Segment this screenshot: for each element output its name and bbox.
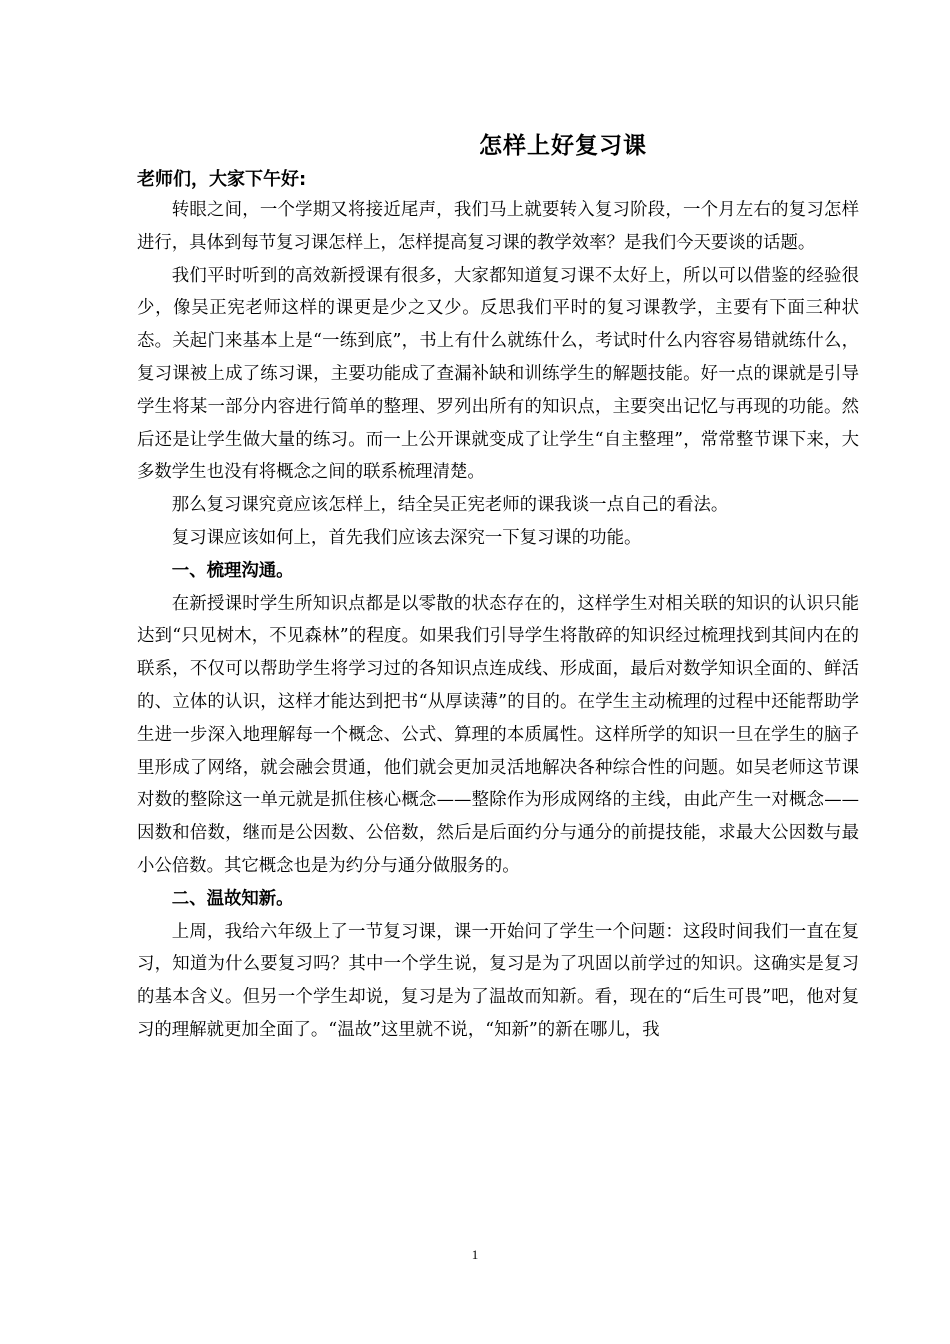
section-heading-2: 二、温故知新。 [171,888,294,909]
document-title: 怎样上好复习课 [479,133,647,159]
section-heading-1: 一、梳理沟通。 [171,560,294,581]
greeting: 老师们，大家下午好: [137,169,307,190]
page-number: 1 [471,1247,479,1262]
section-paragraph-1: 在新授课时学生所知识点都是以零散的状态存在的，这样学生对相关联的知识的认识只能达到“只见树木，不见森林”的程度。如果我们引导学生将散碎的知识经过梳理找到其间内在的联系，不仅可以帮助学生将学习过的各知识点连成线、形成面，最后对数学知识全面的、鲜活的、立体的认识，这样才能达到把书“从厚读薄”的目的。在学生主动梳理的过程中还能帮助学生进一步深入地理解每一个概念、公式、算理的本质属性。这样所学的知识一旦在学生的脑子里形成了网络，就会融会贯通，他们就会更加灵活地解决各种综合性的问题。如吴老师这节课对数的整除这一单元就是抓住核心概念——整除作为形成网络的主线，由此产生一对概念——因数和倍数，继而是公因数、公倍数，然后是后面约分与通分的前提技能，求最大公因数与最小公倍数。其它概念也是为约分与通分做服务的。 [137,593,859,876]
paragraph-view: 那么复习课究竟应该怎样上，结全吴正宪老师的课我谈一点自己的看法。 [171,495,729,516]
paragraph-function: 复习课应该如何上，首先我们应该去深究一下复习课的功能。 [171,527,642,548]
section-paragraph-2: 上周，我给六年级上了一节复习课，课一开始问了学生一个问题：这段时间我们一直在复习，知道为什么要复习吗？其中一个学生说，复习是为了巩固以前学过的知识。这确实是复习的基本含义。但另一个学生却说，复习是为了温故而知新。看，现在的“后生可畏”吧，他对复习的理解就更加全面了。“温故”这里就不说，“知新”的新在哪儿，我 [137,921,859,1040]
paragraph-reflection: 我们平时听到的高效新授课有很多，大家都知道复习课不太好上，所以可以借鉴的经验很少，像吴正宪老师这样的课更是少之又少。反思我们平时的复习课教学，主要有下面三种状态。关起门来基本上是“一练到底”，书上有什么就练什么，考试时什么内容容易错就练什么，复习课被上成了练习课，主要功能成了查漏补缺和训练学生的解题技能。好一点的课就是引导学生将某一部分内容进行简单的整理、罗列出所有的知识点，主要突出记忆与再现的功能。然后还是让学生做大量的练习。而一上公开课就变成了让学生“自主整理”，常常整节课下来，大多数学生也没有将概念之间的联系梳理清楚。 [137,265,859,483]
paragraph-intro: 转眼之间，一个学期又将接近尾声，我们马上就要转入复习阶段，一个月左右的复习怎样进行，具体到每节复习课怎样上，怎样提高复习课的教学效率？是我们今天要谈的话题。 [137,200,859,253]
